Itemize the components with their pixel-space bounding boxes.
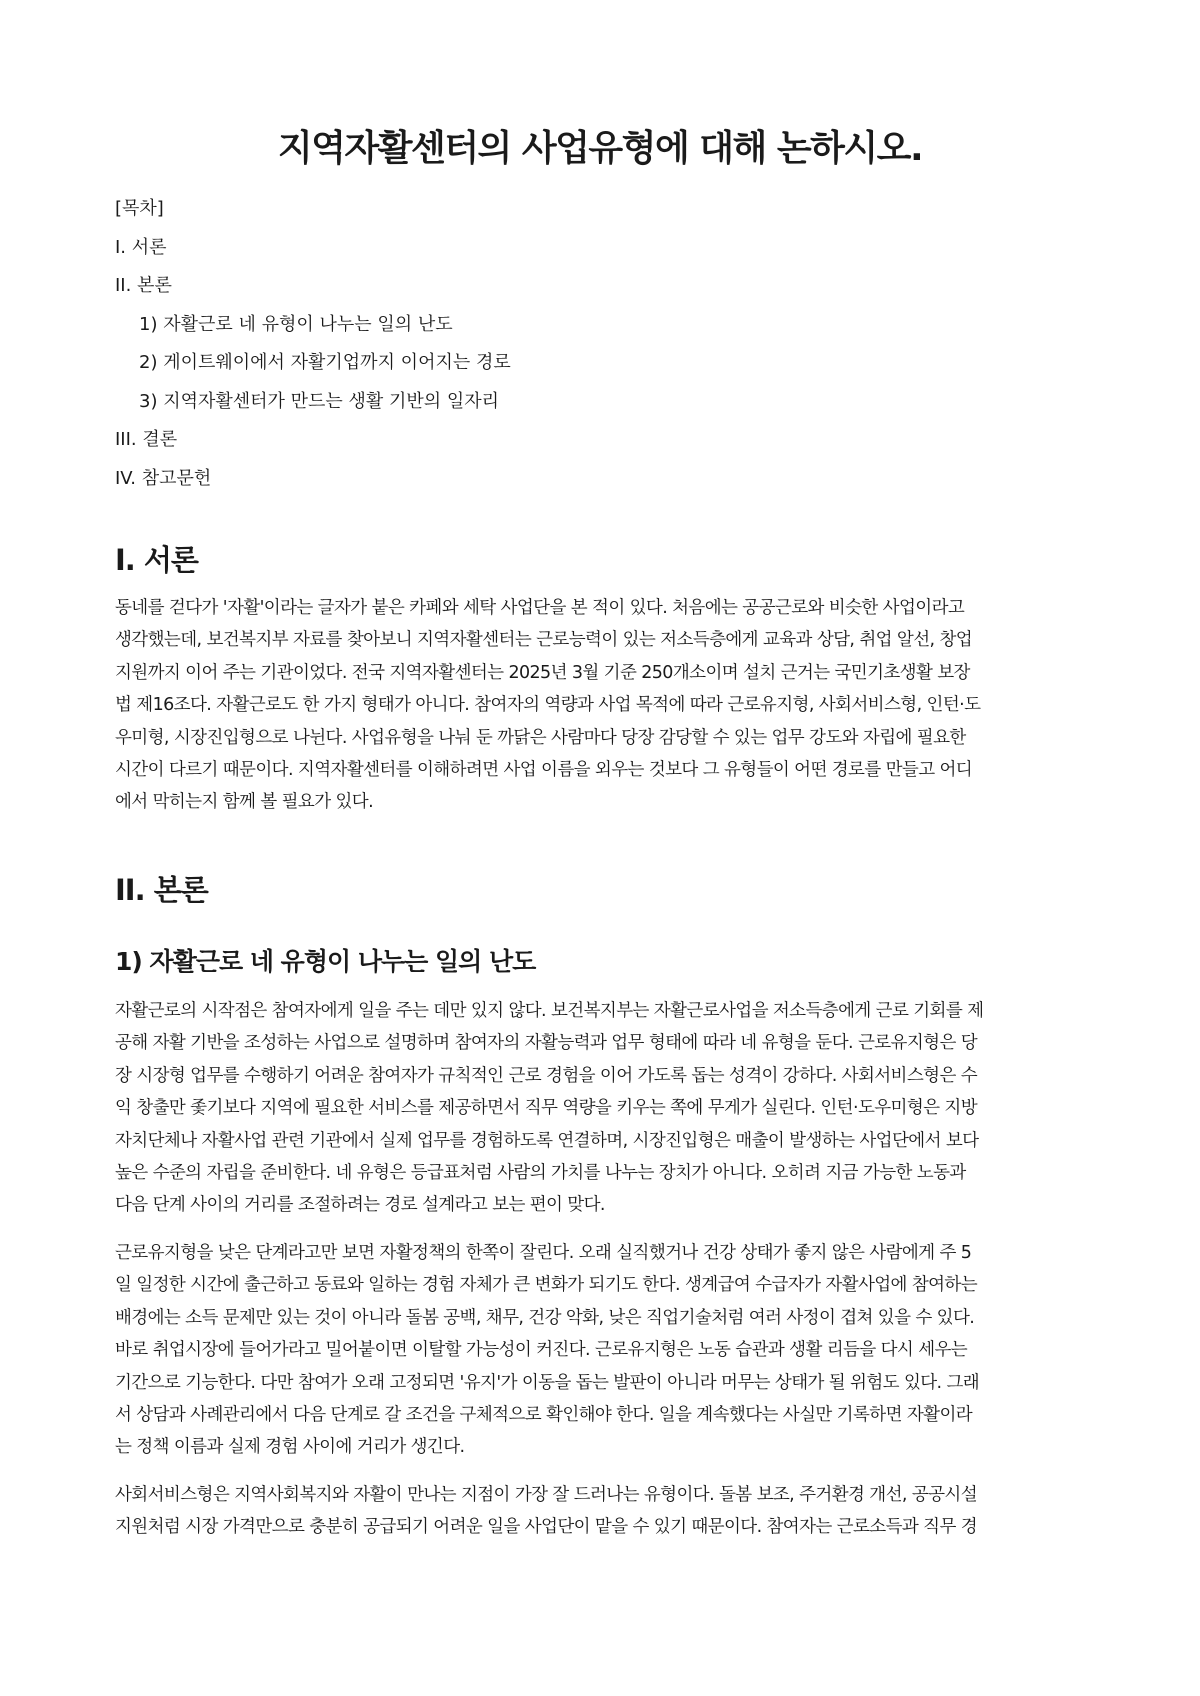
text-line: 공해 자활 기반을 조성하는 사업으로 설명하며 참여자의 자활능력과 업무 형태에 따라 네 유형을 둔다. 근로유지형은 당 [115,1033,978,1054]
text-line: 지원까지 이어 주는 기관이었다. 전국 지역자활센터는 2025년 3월 기준 250개소이며 설치 근거는 국민기초생활 보장 [115,662,970,683]
text-line: 높은 수준의 자립을 준비한다. 네 유형은 등급표처럼 사람의 가치를 나누는 장치가 아니다. 오히려 지금 가능한 노동과 [115,1163,966,1184]
toc-subitem-2: 2) 게이트웨이에서 자활기업까지 이어지는 경로 [139,352,511,373]
text-line: 근로유지형을 낮은 단계라고만 보면 자활정책의 한쪽이 잘린다. 오래 실직했거나 건강 상태가 좋지 않은 사람에게 주 5 [115,1243,972,1263]
text-line: 장 시장형 업무를 수행하기 어려운 참여자가 규칙적인 근로 경험을 이어 가도록 돕는 성격이 강하다. 사회서비스형은 수 [115,1065,978,1086]
text-line: 익 창출만 좇기보다 지역에 필요한 서비스를 제공하면서 직무 역량을 키우는 쪽에 무게가 실린다. 인턴·도우미형은 지방 [115,1098,978,1119]
text-line: 생각했는데, 보건복지부 자료를 찾아보니 지역자활센터는 근로능력이 있는 저소득층에게 교육과 상담, 취업 알선, 창업 [115,630,973,651]
text-line: 지원처럼 시장 가격만으로 충분히 공급되기 어려운 일을 사업단이 맡을 수 있기 때문이다. 참여자는 근로소득과 직무 경 [115,1517,978,1538]
text-line: 동네를 걷다가 '자활'이라는 글자가 붙은 카페와 세탁 사업단을 본 적이 있다. 처음에는 공공근로와 비슷한 사업이라고 [115,598,965,618]
text-line: 사회서비스형은 지역사회복지와 자활이 만나는 지점이 가장 잘 드러나는 유형이다. 돌봄 보조, 주거환경 개선, 공공시설 [115,1485,978,1505]
subsection-1-paragraph-2 [115,1237,1095,1464]
toc-item-conclusion: III. 결론 [115,429,178,450]
toc-heading: [목차] [115,198,164,219]
text-line: 바로 취업시장에 들어가라고 밀어붙이면 이탈할 가능성이 커진다. 근로유지형은 노동 습관과 생활 리듬을 다시 세우는 [115,1340,968,1361]
toc-subitem-3: 3) 지역자활센터가 만드는 생활 기반의 일자리 [139,390,500,412]
body-heading: II. 본론 [115,873,208,907]
toc-item-references: IV. 참고문헌 [115,467,212,489]
subsection-1-paragraph-3 [115,1479,1095,1544]
intro-heading: I. 서론 [115,543,198,577]
text-line: 시간이 다르기 때문이다. 지역자활센터를 이해하려면 사업 이름을 외우는 것보다 그 유형들이 어떤 경로를 만들고 어디 [115,760,973,781]
text-line: 일 일정한 시간에 출근하고 동료와 일하는 경험 자체가 큰 변화가 되기도 한다. 생계급여 수급자가 자활사업에 참여하는 [115,1275,978,1296]
text-line: 우미형, 시장진입형으로 나뉜다. 사업유형을 나눠 둔 까닭은 사람마다 당장 감당할 수 있는 업무 강도와 자립에 필요한 [115,727,966,748]
subsection-1-paragraph-1 [115,995,1095,1222]
text-line: 다음 단계 사이의 거리를 조절하려는 경로 설계라고 보는 편이 맞다. [115,1195,605,1216]
text-line: 자치단체나 자활사업 관련 기관에서 실제 업무를 경험하도록 연결하며, 시장진입형은 매출이 발생하는 사업단에서 보다 [115,1130,979,1151]
text-line: 법 제16조다. 자활근로도 한 가지 형태가 아니다. 참여자의 역량과 사업 목적에 따라 근로유지형, 사회서비스형, 인턴·도 [115,695,981,716]
subsection-heading-1: 1) 자활근로 네 유형이 나누는 일의 난도 [115,947,536,976]
text-line: 기간으로 기능한다. 다만 참여가 오래 고정되면 '유지'가 이동을 돕는 발판이 아니라 머무는 상태가 될 위험도 있다. 그래 [115,1372,980,1393]
toc-item-body: II. 본론 [115,275,172,296]
text-line: 배경에는 소득 문제만 있는 것이 아니라 돌봄 공백, 채무, 건강 악화, 낮은 직업기술처럼 여러 사정이 겹쳐 있을 수 있다. [115,1307,975,1328]
text-line: 자활근로의 시작점은 참여자에게 일을 주는 데만 있지 않다. 보건복지부는 자활근로사업을 저소득층에게 근로 기회를 제 [115,1001,984,1021]
toc-item-intro: I. 서론 [115,236,167,258]
text-line: 에서 막히는지 함께 볼 필요가 있다. [115,792,374,813]
toc-subitem-1: 1) 자활근로 네 유형이 나누는 일의 난도 [139,313,453,335]
text-line: 는 정책 이름과 실제 경험 사이에 거리가 생긴다. [115,1437,465,1458]
text-line: 서 상담과 사례관리에서 다음 단계로 갈 조건을 구체적으로 확인해야 한다. 일을 계속했다는 사실만 기록하면 자활이라 [115,1405,973,1426]
page-title: 지역자활센터의 사업유형에 대해 논하시오. [277,128,923,169]
table-of-contents [115,190,511,498]
intro-paragraph [115,592,1095,819]
